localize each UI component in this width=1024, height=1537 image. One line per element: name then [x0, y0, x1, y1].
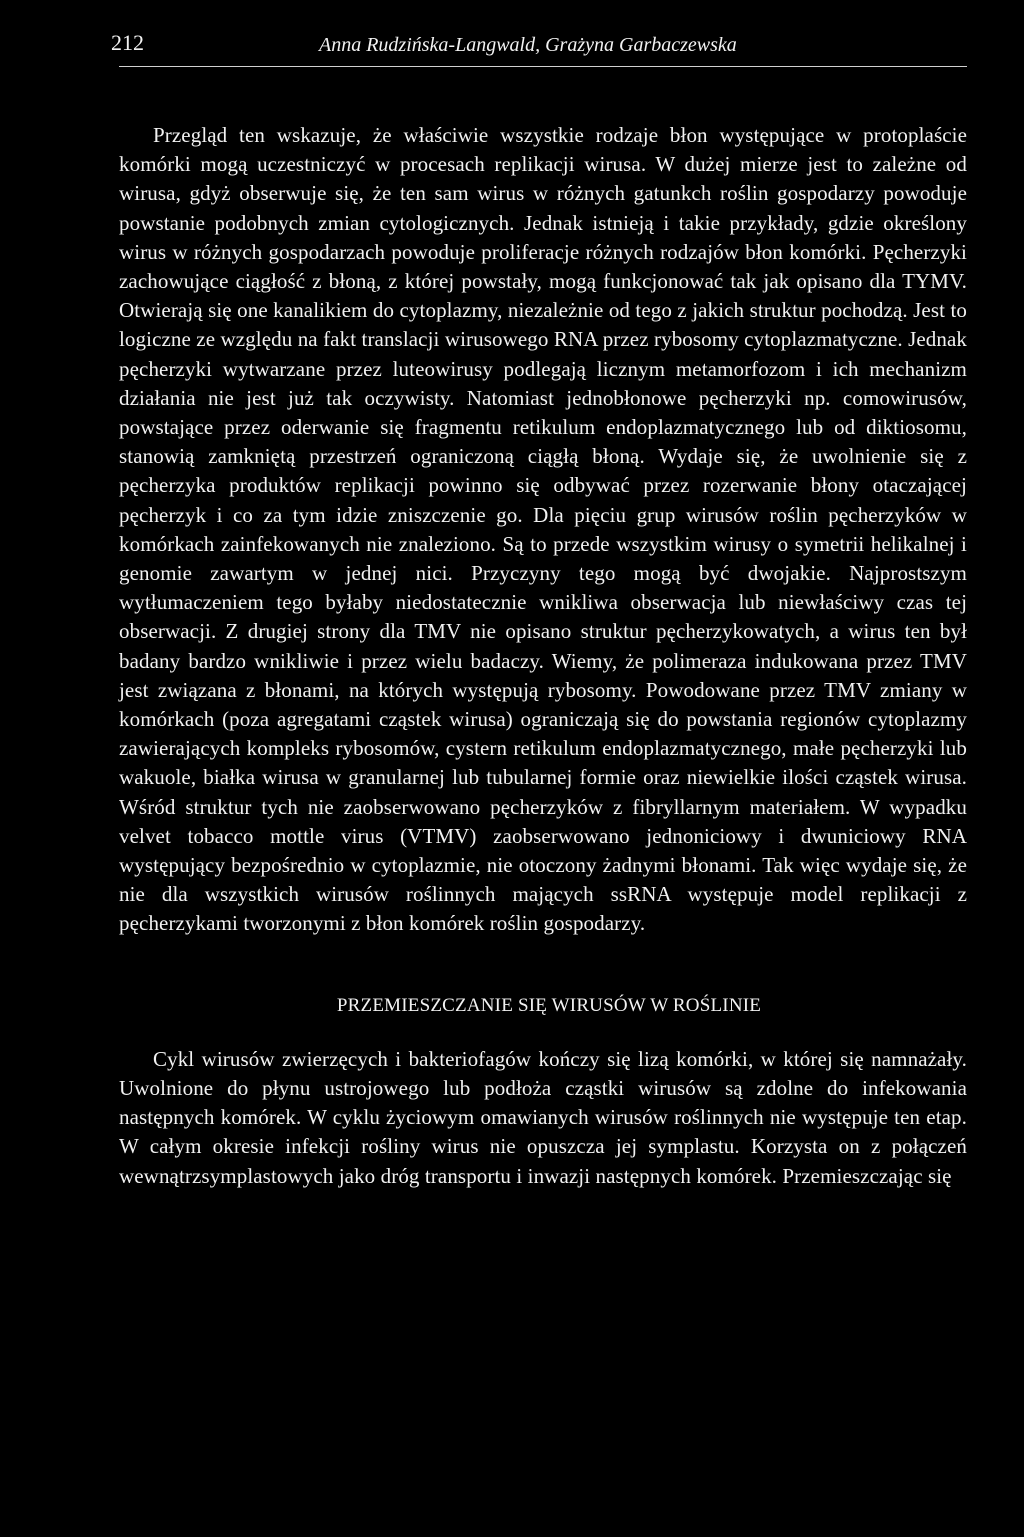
- body-paragraph: Przegląd ten wskazuje, że właściwie wszystkie rodzaje błon występujące w protoplaście komórki mogą uczestniczyć w procesach replikacji wirusa. W dużej mierze jest to zależne od wirusa, gdyż obserwuje się, że ten sam wirus w różnych gatunkch roślin gospodarzy powoduje powstanie podobnych zmian cytologicznych. Jednak istnieją i takie przykłady, gdzie określony wirus w różnych gospodarzach powoduje proliferacje różnych rodzajów błon komórki. Pęcherzyki zachowujące ciągłość z błoną, z której powstały, mogą funkcjonować tak jak opisano dla TYMV. Otwierają się one kanalikiem do cytoplazmy, niezależnie od tego z jakich struktur pochodzą. Jest to logiczne ze względu na fakt translacji wirusowego RNA przez rybosomy cytoplazmatyczne. Jednak pęcherzyki wytwarzane przez luteowirusy podlegają licznym metamorfozom i ich mechanizm działania nie jest już tak oczywisty. Natomiast jednobłonowe pęcherzyki np. comowirusów, powstające przez oderwanie się fragmentu retikulum endoplazmatycznego lub od diktiosomu, stanowią zamkniętą przestrzeń ograniczoną ciągłą błoną. Wydaje się, że uwolnienie się z pęcherzyka produktów replikacji powinno się odbywać przez rozerwanie błony otaczającej pęcherzyk i co za tym idzie zniszczenie go. Dla pięciu grup wirusów roślin pęcherzyków w komórkach zainfekowanych nie znaleziono. Są to przede wszystkim wirusy o symetrii helikalnej i genomie zawartym w jednej nici. Przyczyny tego mogą być dwojakie. Najprostszym wytłumaczeniem tego byłaby niedostatecznie wnikliwa obserwacja lub niewłaściwy czas tej obserwacji. Z drugiej strony dla TMV nie opisano struktur pęcherzykowatych, a wirus ten był badany bardzo wnikliwie i przez wielu badaczy. Wiemy, że polimeraza indukowana przez TMV jest związana z błonami, na których występują rybosomy. Powodowane przez TMV zmiany w komórkach (poza agregatami cząstek wirusa) ograniczają się do powstania regionów cytoplazmy zawierających kompleks rybosomów, cystern retikulum endoplazmatycznego, małe pęcherzyki lub wakuole, białka wirusa w granularnej lub tubularnej formie oraz niewielkie ilości cząstek wirusa. Wśród struktur tych nie zaobserwowano pęcherzyków z fibryllarnym materiałem. W wypadku velvet tobacco mottle virus (VTMV) zaobserwowano jednoniciowy i dwuniciowy RNA występujący bezpośrednio w cytoplazmie, nie otoczony żadnymi błonami. Tak więc wydaje się, że nie dla wszystkich wirusów roślinnych mających ssRNA występuje model replikacji z pęcherzykami tworzonymi z błon komórek roślin gospodarzy.: [119, 123, 967, 936]
- document-page: [111, 30, 967, 1191]
- header-authors: Anna Rudzińska-Langwald, Grażyna Garbaczewska: [319, 34, 737, 56]
- running-header: [111, 30, 967, 64]
- header-rule: [119, 66, 967, 67]
- body-paragraph: Cykl wirusów zwierzęcych i bakteriofagów kończy się lizą komórki, w której się namnażały. Uwolnione do płynu ustrojowego lub podłoża cząstki wirusów są zdolne do infekowania następnych komórek. W cyklu życiowym omawianych wirusów roślinnych nie występuje ten etap. W całym okresie infekcji rośliny wirus nie opuszcza jej symplastu. Korzysta on z połączeń wewnątrzsymplastowych jako dróg transportu i inwazji następnych komórek. Przemieszczając się: [119, 1046, 967, 1188]
- section-heading: PRZEMIESZCZANIE SIĘ WIRUSÓW W ROŚLINIE: [336, 994, 762, 1016]
- page-number: 212: [111, 30, 144, 55]
